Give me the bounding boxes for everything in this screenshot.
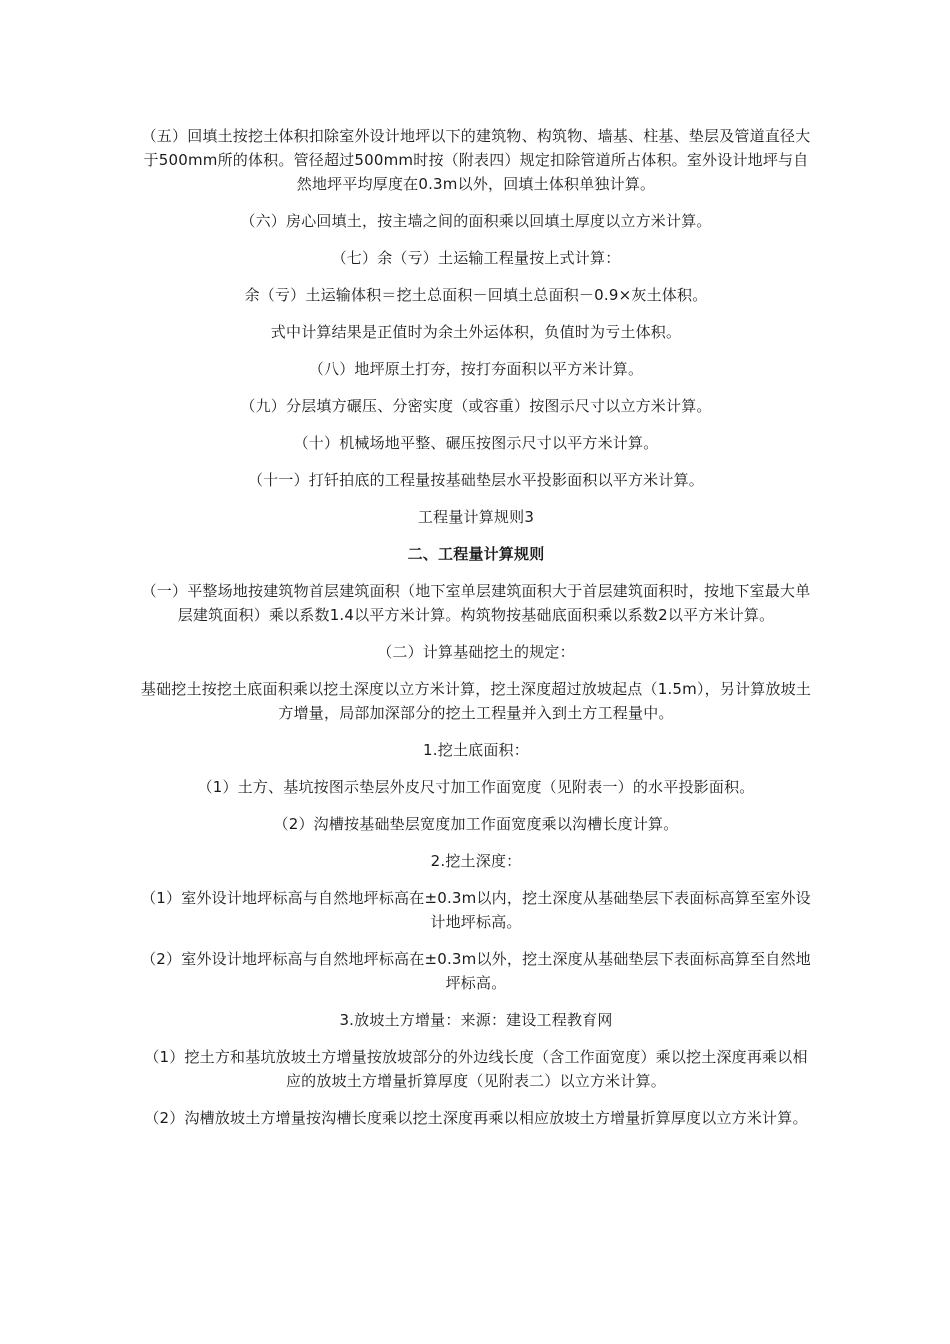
- paragraph-probing: （十一）打钎拍底的工程量按基础垫层水平投影面积以平方米计算。: [247, 471, 704, 489]
- paragraph-machine-leveling: （十）机械场地平整、碾压按图示尺寸以平方米计算。: [293, 434, 659, 452]
- document-body: [140, 124, 812, 1143]
- paragraph-excavation-rules: （二）计算基础挖土的规定：: [377, 643, 575, 661]
- subheading-slope-increment: 3.放坡土方增量：来源：建设工程教育网: [339, 1011, 613, 1029]
- paragraph-pit-area: （1）土方、基坑按图示垫层外皮尺寸加工作面宽度（见附表一）的水平投影面积。: [197, 778, 755, 796]
- paragraph-depth-within: （1）室外设计地坪标高与自然地坪标高在±0.3m以内，挖土深度从基础垫层下表面标高算至室外设计地坪标高。: [141, 889, 811, 931]
- paragraph-depth-beyond: （2）室外设计地坪标高与自然地坪标高在±0.3m以外，挖土深度从基础垫层下表面标高算至自然地坪标高。: [141, 950, 811, 992]
- paragraph-formula-note: 式中计算结果是正值时为余土外运体积，负值时为亏土体积。: [270, 323, 682, 341]
- paragraph-tamping: （八）地坪原土打夯，按打夯面积以平方米计算。: [308, 360, 644, 378]
- subheading-bottom-area: 1.挖土底面积：: [423, 741, 529, 759]
- section-heading: 二、工程量计算规则: [407, 545, 545, 563]
- paragraph-surplus-soil-formula: 余（亏）土运输体积＝挖土总面积－回填土总面积－0.9×灰土体积。: [244, 286, 708, 304]
- section-label: 工程量计算规则3: [417, 508, 535, 526]
- paragraph-slope-trench: （2）沟槽放坡土方增量按沟槽长度乘以挖土深度再乘以相应放坡土方增量折算厚度以立方米计算。: [144, 1109, 808, 1127]
- paragraph-slope-pit: （1）挖土方和基坑放坡土方增量按放坡部分的外边线长度（含工作面宽度）乘以挖土深度再乘以相应的放坡土方增量折算厚度（见附表二）以立方米计算。: [144, 1048, 808, 1090]
- paragraph-excavation-desc: 基础挖土按挖土底面积乘以挖土深度以立方米计算，挖土深度超过放坡起点（1.5m），另计算放坡土方增量，局部加深部分的挖土工程量并入到土方工程量中。: [140, 680, 812, 722]
- paragraph-backfill: （五）回填土按挖土体积扣除室外设计地坪以下的建筑物、构筑物、墙基、柱基、垫层及管道直径大于500mm所的体积。管径超过500mm时按（附表四）规定扣除管道所占体积。室外设计地坪与自然地坪平均厚度在0.3m以外，回填土体积单独计算。: [141, 127, 811, 193]
- paragraph-surplus-soil-intro: （七）余（亏）土运输工程量按上式计算：: [331, 249, 621, 267]
- subheading-depth: 2.挖土深度：: [430, 852, 522, 870]
- paragraph-site-leveling: （一）平整场地按建筑物首层建筑面积（地下室单层建筑面积大于首层建筑面积时，按地下室最大单层建筑面积）乘以系数1.4以平方米计算。构筑物按基础底面积乘以系数2以平方米计算。: [141, 582, 811, 624]
- paragraph-trench-area: （2）沟槽按基础垫层宽度加工作面宽度乘以沟槽长度计算。: [273, 815, 679, 833]
- paragraph-room-backfill: （六）房心回填土，按主墙之间的面积乘以回填土厚度以立方米计算。: [240, 212, 712, 230]
- paragraph-layered-fill: （九）分层填方碾压、分密实度（或容重）按图示尺寸以立方米计算。: [240, 397, 712, 415]
